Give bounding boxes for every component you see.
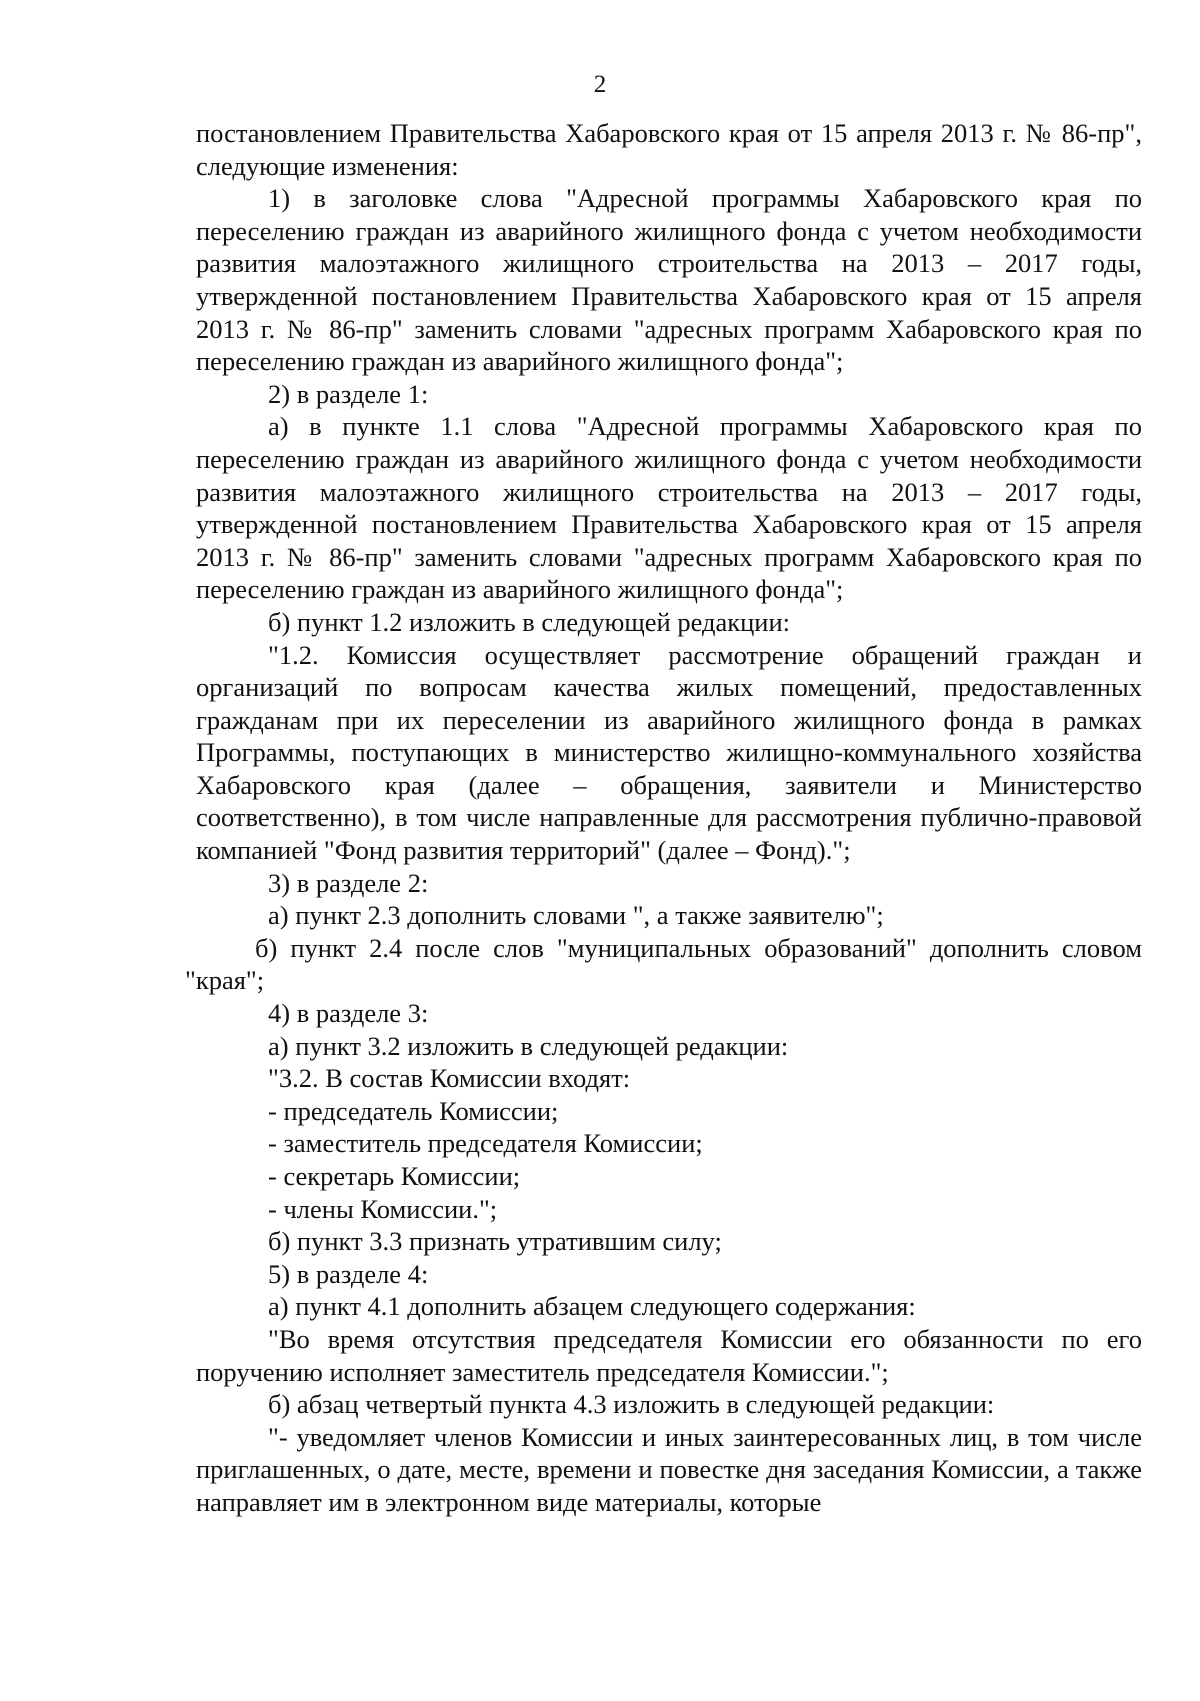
list-item: - члены Комиссии."; (268, 1193, 498, 1224)
document-body (185, 117, 1142, 1519)
paragraph: а) пункт 2.3 дополнить словами ", а также заявителю"; (268, 900, 884, 931)
paragraph: постановлением Правительства Хабаровского края от 15 апреля 2013 г. № 86-пр", следующие изменения: (196, 118, 1142, 181)
paragraph: "- уведомляет членов Комиссии и иных заинтересованных лиц, в том числе приглашенных, о дате, месте, времени и повестке дня заседания Комиссии, а также направляет им в электронном виде материалы, которые (196, 1421, 1142, 1517)
list-item: - секретарь Комиссии; (268, 1161, 521, 1191)
paragraph: "Во время отсутствия председателя Комиссии его обязанности по его поручению исполняет заместитель председателя Комиссии."; (196, 1323, 1142, 1387)
paragraph: 2) в разделе 1: (268, 378, 429, 409)
page-number: 2 (593, 71, 607, 98)
paragraph: 4) в разделе 3: (268, 998, 429, 1029)
paragraph: б) пункт 1.2 изложить в следующей редакции: (268, 606, 791, 637)
paragraph: "3.2. В состав Комиссии входят: (268, 1063, 631, 1094)
paragraph: 5) в разделе 4: (268, 1258, 429, 1289)
list-item: - председатель Комиссии; (268, 1095, 559, 1126)
paragraph: а) пункт 4.1 дополнить абзацем следующего содержания: (268, 1291, 916, 1322)
paragraph: б) пункт 3.3 признать утратившим силу; (268, 1226, 722, 1257)
paragraph: 3) в разделе 2: (268, 867, 429, 898)
paragraph: 1) в заголовке слова "Адресной программы Хабаровского края по переселению граждан из аварийного жилищного фонда с учетом необходимости развития малоэтажного жилищного строительства на 2013 – 2017 годы, утвержденной постановлением Правительства Хабаровского края от 15 апреля 2013 г. № 86-пр" заменить словами "адресных программ Хабаровского края по переселению граждан из аварийного жилищного фонда"; (196, 183, 1142, 377)
paragraph: а) в пункте 1.1 слова "Адресной программы Хабаровского края по переселению граждан из аварийного жилищного фонда с учетом необходимости развития малоэтажного жилищного строительства на 2013 – 2017 годы, утвержденной постановлением Правительства Хабаровского края от 15 апреля 2013 г. № 86-пр" заменить словами "адресных программ Хабаровского края по переселению граждан из аварийного жилищного фонда"; (196, 411, 1142, 605)
list-item: - заместитель председателя Комиссии; (268, 1128, 703, 1159)
paragraph: б) пункт 2.4 после слов "муниципальных образований" дополнить словом "края"; (185, 932, 1142, 996)
paragraph: б) абзац четвертый пункта 4.3 изложить в следующей редакции: (268, 1389, 995, 1420)
paragraph: "1.2. Комиссия осуществляет рассмотрение обращений граждан и организаций по вопросам качества жилых помещений, предоставленных гражданам при их переселении из аварийного жилищного фонда в рамках Программы, поступающих в министерство жилищно-коммунального хозяйства Хабаровского края (далее – обращения, заявители и Министерство соответственно), в том числе направленные для рассмотрения публично-правовой компанией "Фонд развития территорий" (далее – Фонд)."; (196, 639, 1142, 866)
paragraph: а) пункт 3.2 изложить в следующей редакции: (268, 1030, 789, 1061)
